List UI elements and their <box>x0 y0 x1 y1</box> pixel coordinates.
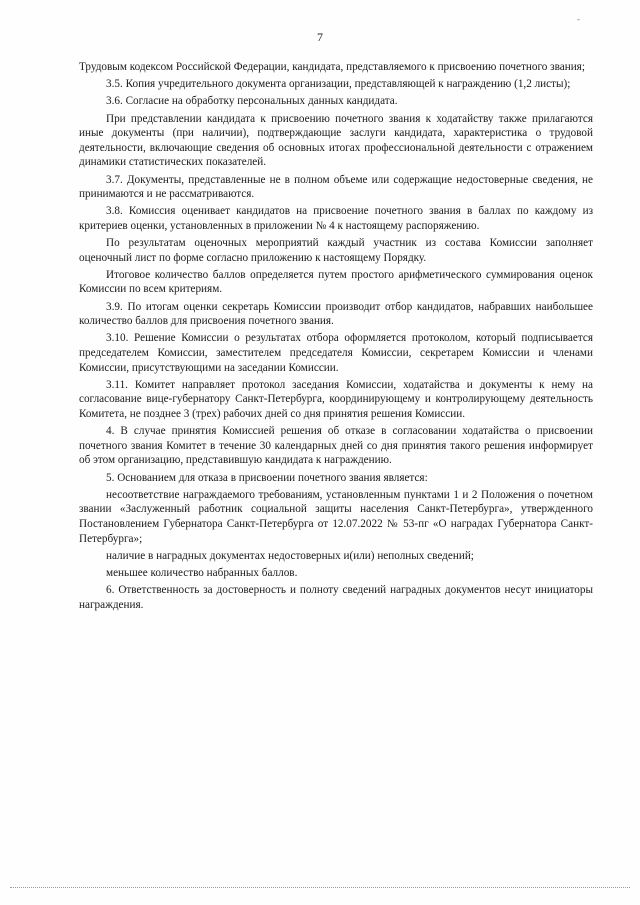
paragraph-continuation: Трудовым кодексом Российской Федерации, кандидата, представляемого к присвоению почетного звания; <box>79 61 585 73</box>
page-number: 7 <box>317 30 323 44</box>
paragraph-additional-documents: При представлении кандидата к присвоению почетного звания к ходатайству также прилагаются иные документы (при наличии), подтверждающие заслуги кандидата, характеристика о трудовой деятельности, включающие сведения об основных итогах профессиональной деятельности с отражением динамики статистических показателей. <box>79 112 593 169</box>
paragraph-3-8: 3.8. Комиссия оценивает кандидатов на присвоение почетного звания в баллах по каждому из критериев оценки, установленных в приложении № 4 к настоящему распоряжению. <box>79 205 593 232</box>
paragraph-evaluation-sheet: По результатам оценочных мероприятий каждый участник из состава Комиссии заполняет оценочный лист по форме согласно приложению к настоящему Порядку. <box>79 237 593 264</box>
paragraph-refusal-reason-2: наличие в наградных документах недостоверных и(или) неполных сведений; <box>106 549 474 562</box>
bottom-scan-line <box>10 887 630 888</box>
paragraph-3-7: 3.7. Документы, представленные не в полном объеме или содержащие недостоверные сведения, не принимаются и не рассматриваются. <box>79 173 593 201</box>
paragraph-3-9: 3.9. По итогам оценки секретарь Комиссии производит отбор кандидатов, набравших наибольшее количество баллов для присвоения почетного звания. <box>79 300 593 328</box>
paragraph-3-6: 3.6. Согласие на обработку персональных данных кандидата. <box>106 95 398 108</box>
paragraph-6: 6. Ответственность за достоверность и полноту сведений наградных документов несут инициаторы награждения. <box>79 584 593 611</box>
document-body <box>79 60 593 615</box>
paragraph-5: 5. Основанием для отказа в присвоении почетного звания является: <box>106 471 428 484</box>
paragraph-3-10: 3.10. Решение Комиссии о результатах отбора оформляется протоколом, который подписывается председателем Комиссии, заместителем председателя Комиссии, секретарем Комиссии и членами Комиссии, присутствующими на заседании Комиссии. <box>79 332 593 374</box>
paragraph-3-5: 3.5. Копия учредительного документа организации, представляющей к награждению (1,2 листы); <box>106 78 571 91</box>
paragraph-refusal-reason-1: несоответствие награждаемого требованиям, установленным пунктами 1 и 2 Положения о почетном звании «Заслуженный работник социальной защиты населения Санкт-Петербурга», утвержденного Постановлением Губернатора Санкт-Петербурга от 12.07.2022 № 53-пг «О наградах Губернатора Санкт-Петербурга»; <box>79 488 593 545</box>
paragraph-3-11: 3.11. Комитет направляет протокол заседания Комиссии, ходатайства и документы к нему на согласование вице-губернатору Санкт-Петербурга, координирующему и контролирующему деятельность Комитета, не позднее 3 (трех) рабочих дней со дня принятия решения Комиссии. <box>79 378 593 420</box>
paragraph-refusal-reason-3: меньшее количество набранных баллов. <box>106 566 298 579</box>
paragraph-total-score: Итоговое количество баллов определяется путем простого арифметического суммирования оценок Комиссии по всем критериям. <box>79 268 593 296</box>
paragraph-4: 4. В случае принятия Комиссией решения об отказе в согласовании ходатайства о присвоении почетного звания Комитет в течение 30 календарных дней со дня принятия такого решения информирует об этом организацию, представившую кандидата к награждению. <box>79 425 593 467</box>
corner-mark: - <box>577 14 580 24</box>
